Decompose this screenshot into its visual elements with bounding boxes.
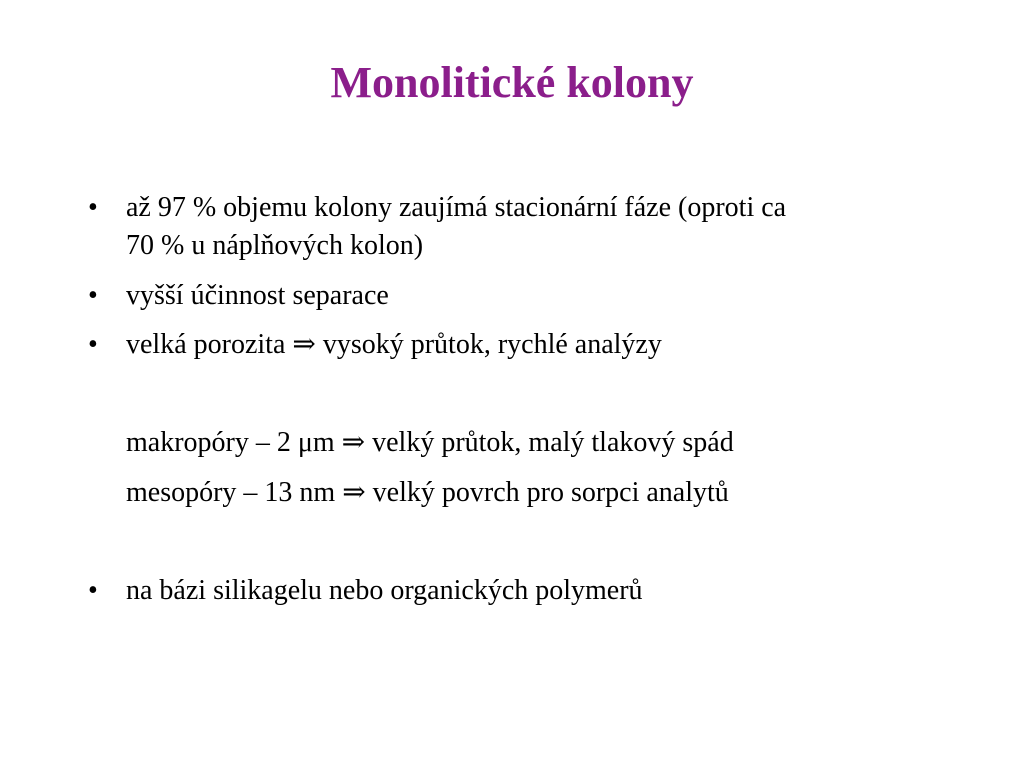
bullet-text: velká porozita ⇒ vysoký průtok, rychlé analýzy: [126, 329, 662, 360]
bullet-text: až 97 % objemu kolony zaujímá stacionární fáze (oproti ca: [126, 192, 787, 223]
sub-item-text: makropóry – 2 μm ⇒ velký průtok, malý tlakový spád: [126, 427, 734, 458]
slide-title: Monolitické kolony: [330, 58, 694, 107]
sub-item-text: mesopóry – 13 nm ⇒ velký povrch pro sorpci analytů: [126, 477, 729, 508]
bullet-marker: •: [88, 575, 98, 606]
bullet-marker: •: [88, 280, 98, 311]
bullet-text: vyšší účinnost separace: [126, 280, 389, 311]
bullet-marker: •: [88, 329, 98, 360]
bullet-marker: •: [88, 192, 98, 223]
bullet-text: na bázi silikagelu nebo organických polymerů: [126, 575, 643, 606]
bullet-text-continuation: 70 % u náplňových kolon): [126, 230, 424, 261]
